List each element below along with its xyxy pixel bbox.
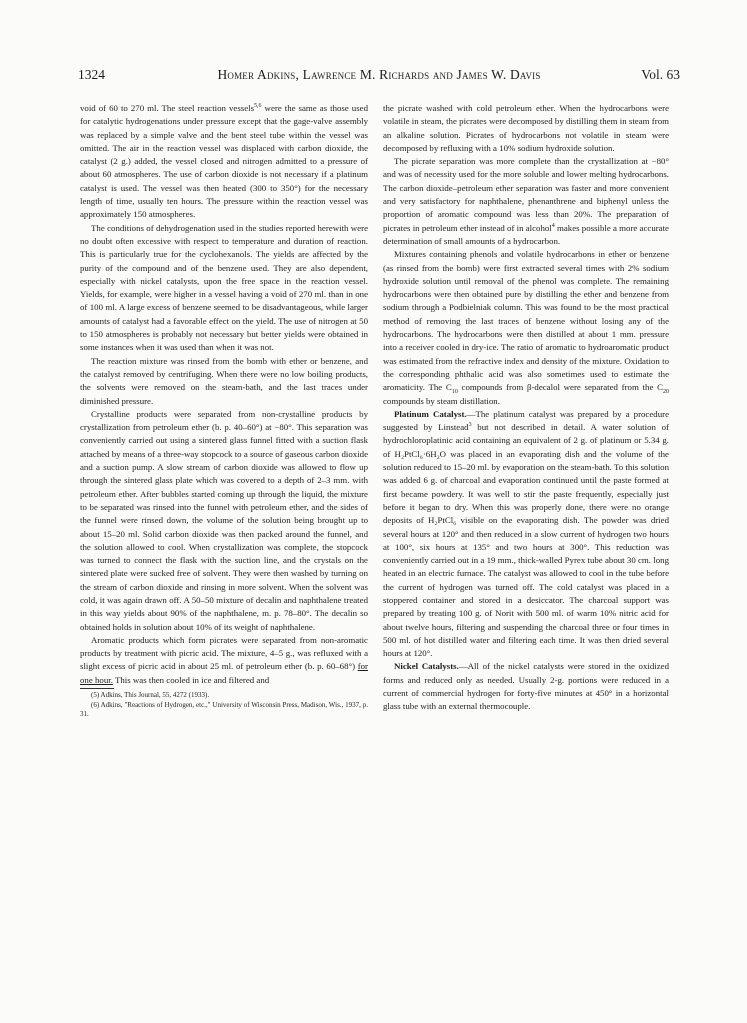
paragraph: Aromatic products which form picrates were separated from non-aromatic products by treatment with picric acid. The mixture, 4–5 g., was refluxed with a slight excess of picric acid in about 25 ml. of petroleum ether (b. p. 60–68°) for one hour. This was then cooled in ice and filtered and — [80, 634, 368, 685]
paragraph: Platinum Catalyst.—The platinum catalyst was prepared by a procedure suggested by Linstead$^3$ but not described in detail. A water solution of hydrochloroplatinic acid containing an equivalent of 2 g. of platinum or 5.34 g. of H₂PtCl₆·6H₂O was placed in an evaporating dish and the volume of the solution reduced to 15–20 ml. by evaporation on the steam-bath. To this solution was added 6 g. of charcoal and evaporation continued until the paste formed at first became powdery. It was well to stir the paste frequently, especially just before it began to dry. When this was properly done, there were no orange deposits of H₂PtCl₆ visible on the evaporating dish. The powder was dried several hours at 120° and then reduced in a slow current of hydrogen two hours at 100°, six hours at 135° and two hours at 300°. This reduction was conveniently carried out in a 19 mm., thick-walled Pyrex tube about 30 cm. long heated in an electric furnace. The catalyst was allowed to cool in the tube before the current of hydrogen was turned off. The cold catalyst was placed in a stoppered container and stored in a desiccator. The charcoal support was prepared by treating 100 g. of Norit with 500 ml. of warm 10% nitric acid for about twelve hours, filtering and suspending the charcoal three or four times in 500 ml. of hot distilled water and filtering each time. It was then dried several hours at 120°. — [383, 408, 669, 659]
volume-label: Vol. 63 — [641, 67, 680, 82]
right-column — [383, 102, 669, 714]
paragraph: the picrate washed with cold petroleum ether. When the hydrocarbons were volatile in steam, the picrates were decomposed by distilling them in steam from an alkaline solution. Picrates of hydrocarbons not volatile in steam were decomposed by refluxing with a 10% sodium hydroxide solution. — [383, 103, 669, 153]
page-number: 1324 — [78, 67, 105, 82]
paragraph: Mixtures containing phenols and volatile hydrocarbons in ether or benzene (as rinsed from the bomb) were first extracted several times with 2% sodium hydroxide solution until removal of the phenol was complete. The remaining hydrocarbons were then obtained pure by distilling the ether and benzene from sodium through a Podbielniak column. This was found to be the most practical method of removing the last traces of benzene without losing any of the hydrocarbons. The hydrocarbons were then distilled at about 1 mm. pressure into a receiver cooled in dry-ice. The ratio of aromatic to hydroaromatic product was estimated from the refractive index and density of the mixture. Oxidation to the corresponding phthalic acid was also sometimes used to estimate the aromaticity. The $C_{10}$ compounds from β-decalol were separated from the $C_{20}$ compounds by steam distillation. — [383, 249, 669, 406]
section-runin-heading: Nickel Catalysts. — [394, 661, 459, 672]
paragraph: The picrate separation was more complete than the crystallization at −80° and was of necessity used for the more soluble and lower melting hydrocarbons. The carbon dioxide–petroleum ether separation was faster and more convenient and very satisfactory for naphthalene, phenanthrene and biphenyl unless the proportion of aromatic compound was less than 20%. The preparation of picrates in petroleum ether instead of in alcohol$^4$ makes possible a more accurate determination of small amounts of a hydrocarbon. — [383, 156, 669, 246]
footnote: (5) Adkins, This Journal, 55, 4272 (1933). — [91, 691, 210, 700]
page-header — [78, 67, 680, 85]
left-column — [80, 102, 368, 720]
paragraph: Nickel Catalysts.—All of the nickel catalysts were stored in the oxidized forms and reduced only as needed. Usually 2-g. portions were reduced in a current of commercial hydrogen for forty-five minutes at 450° in a horizontal glass tube with an external thermocouple. — [383, 661, 669, 712]
section-runin-heading: Platinum Catalyst. — [394, 408, 467, 419]
paragraph: The conditions of dehydrogenation used in the studies reported herewith were no doubt often excessive with respect to temperature and duration of reaction. This is particularly true for the cyclohexanols. The yields are affected by the purity of the compound and of the benzene used. They are also dependent, especially with nickel catalysts, upon the free space in the reaction vessel. Yields, for example, were higher in a vessel having a void of 270 ml. than in one of 100 ml. A large excess of benzene seemed to be disadvantageous, while larger amounts of catalyst had a favorable effect on the yield. The use of nitrogen at 50 to 150 atmospheres is probably not necessary but better yields were obtained in some instances when it was used than when it was not. — [80, 222, 368, 353]
paragraph: Crystalline products were separated from non-crystalline products by crystallization from petroleum ether (b. p. 40–60°) at −80°. This separation was conveniently carried out using a sintered glass funnel fitted with a suction flask attached by means of a three-way stopcock to a source of gaseous carbon dioxide and a suction pump. A slow stream of carbon dioxide was allowed to flow up through the sintered glass plate which was covered to a depth of 2–3 mm. with petroleum ether. After bubbles started coming up through the liquid, the mixture to be separated was rinsed into the funnel with petroleum ether, and the sides of the funnel were rinsed down, the volume of the solution being brought up to about 15–20 ml. Solid carbon dioxide was then packed around the funnel, and the solution allowed to cool. When crystallization was complete, the stopcock was turned to connect the flask with the suction line, and the crystals on the sintered plate were sucked free of solvent. They were then washed by turning on the stream of carbon dioxide and rinsing in more solvent. When the solvent was cold, it was again drawn off. A 50–50 mixture of decalin and naphthalene treated in this way yields about 90% of the naphthalene, m. p. 78–80°. The decalin so obtained holds in solution about 10% of its weight of naphthalene. — [80, 408, 368, 632]
footnote: (6) Adkins, "Reactions of Hydrogen, etc.," University of Wisconsin Press, Madison, Wis., 1937, p. 31. — [80, 700, 368, 719]
paragraph: The reaction mixture was rinsed from the bomb with ether or benzene, and the catalyst removed by centrifuging. When there were no low boiling products, the solvents were removed on the steam-bath, and the last traces under diminished pressure. — [80, 355, 368, 406]
footnote-rule — [80, 688, 114, 689]
paragraph: void of 60 to 270 ml. The steel reaction vessels$^{5,6}$ were the same as those used for catalytic hydrogenations under pressure except that the gage-valve assembly was replaced by a simple valve and the bent steel tube within the vessel was omitted. The air in the reaction vessel was displaced with carbon dioxide, the catalyst (2 g.) added, the vessel closed and nitrogen admitted to a pressure of about 60 atmospheres. The use of carbon dioxide is not necessary if a platinum catalyst is used. The vessel was then heated (300 to 350°) for the necessary length of time, usually ten hours. The pressure within the reaction vessel was approximately 150 atmospheres. — [80, 103, 369, 220]
running-head-authors: Homer Adkins, Lawrence M. Richards and James W. Davis — [217, 67, 541, 82]
